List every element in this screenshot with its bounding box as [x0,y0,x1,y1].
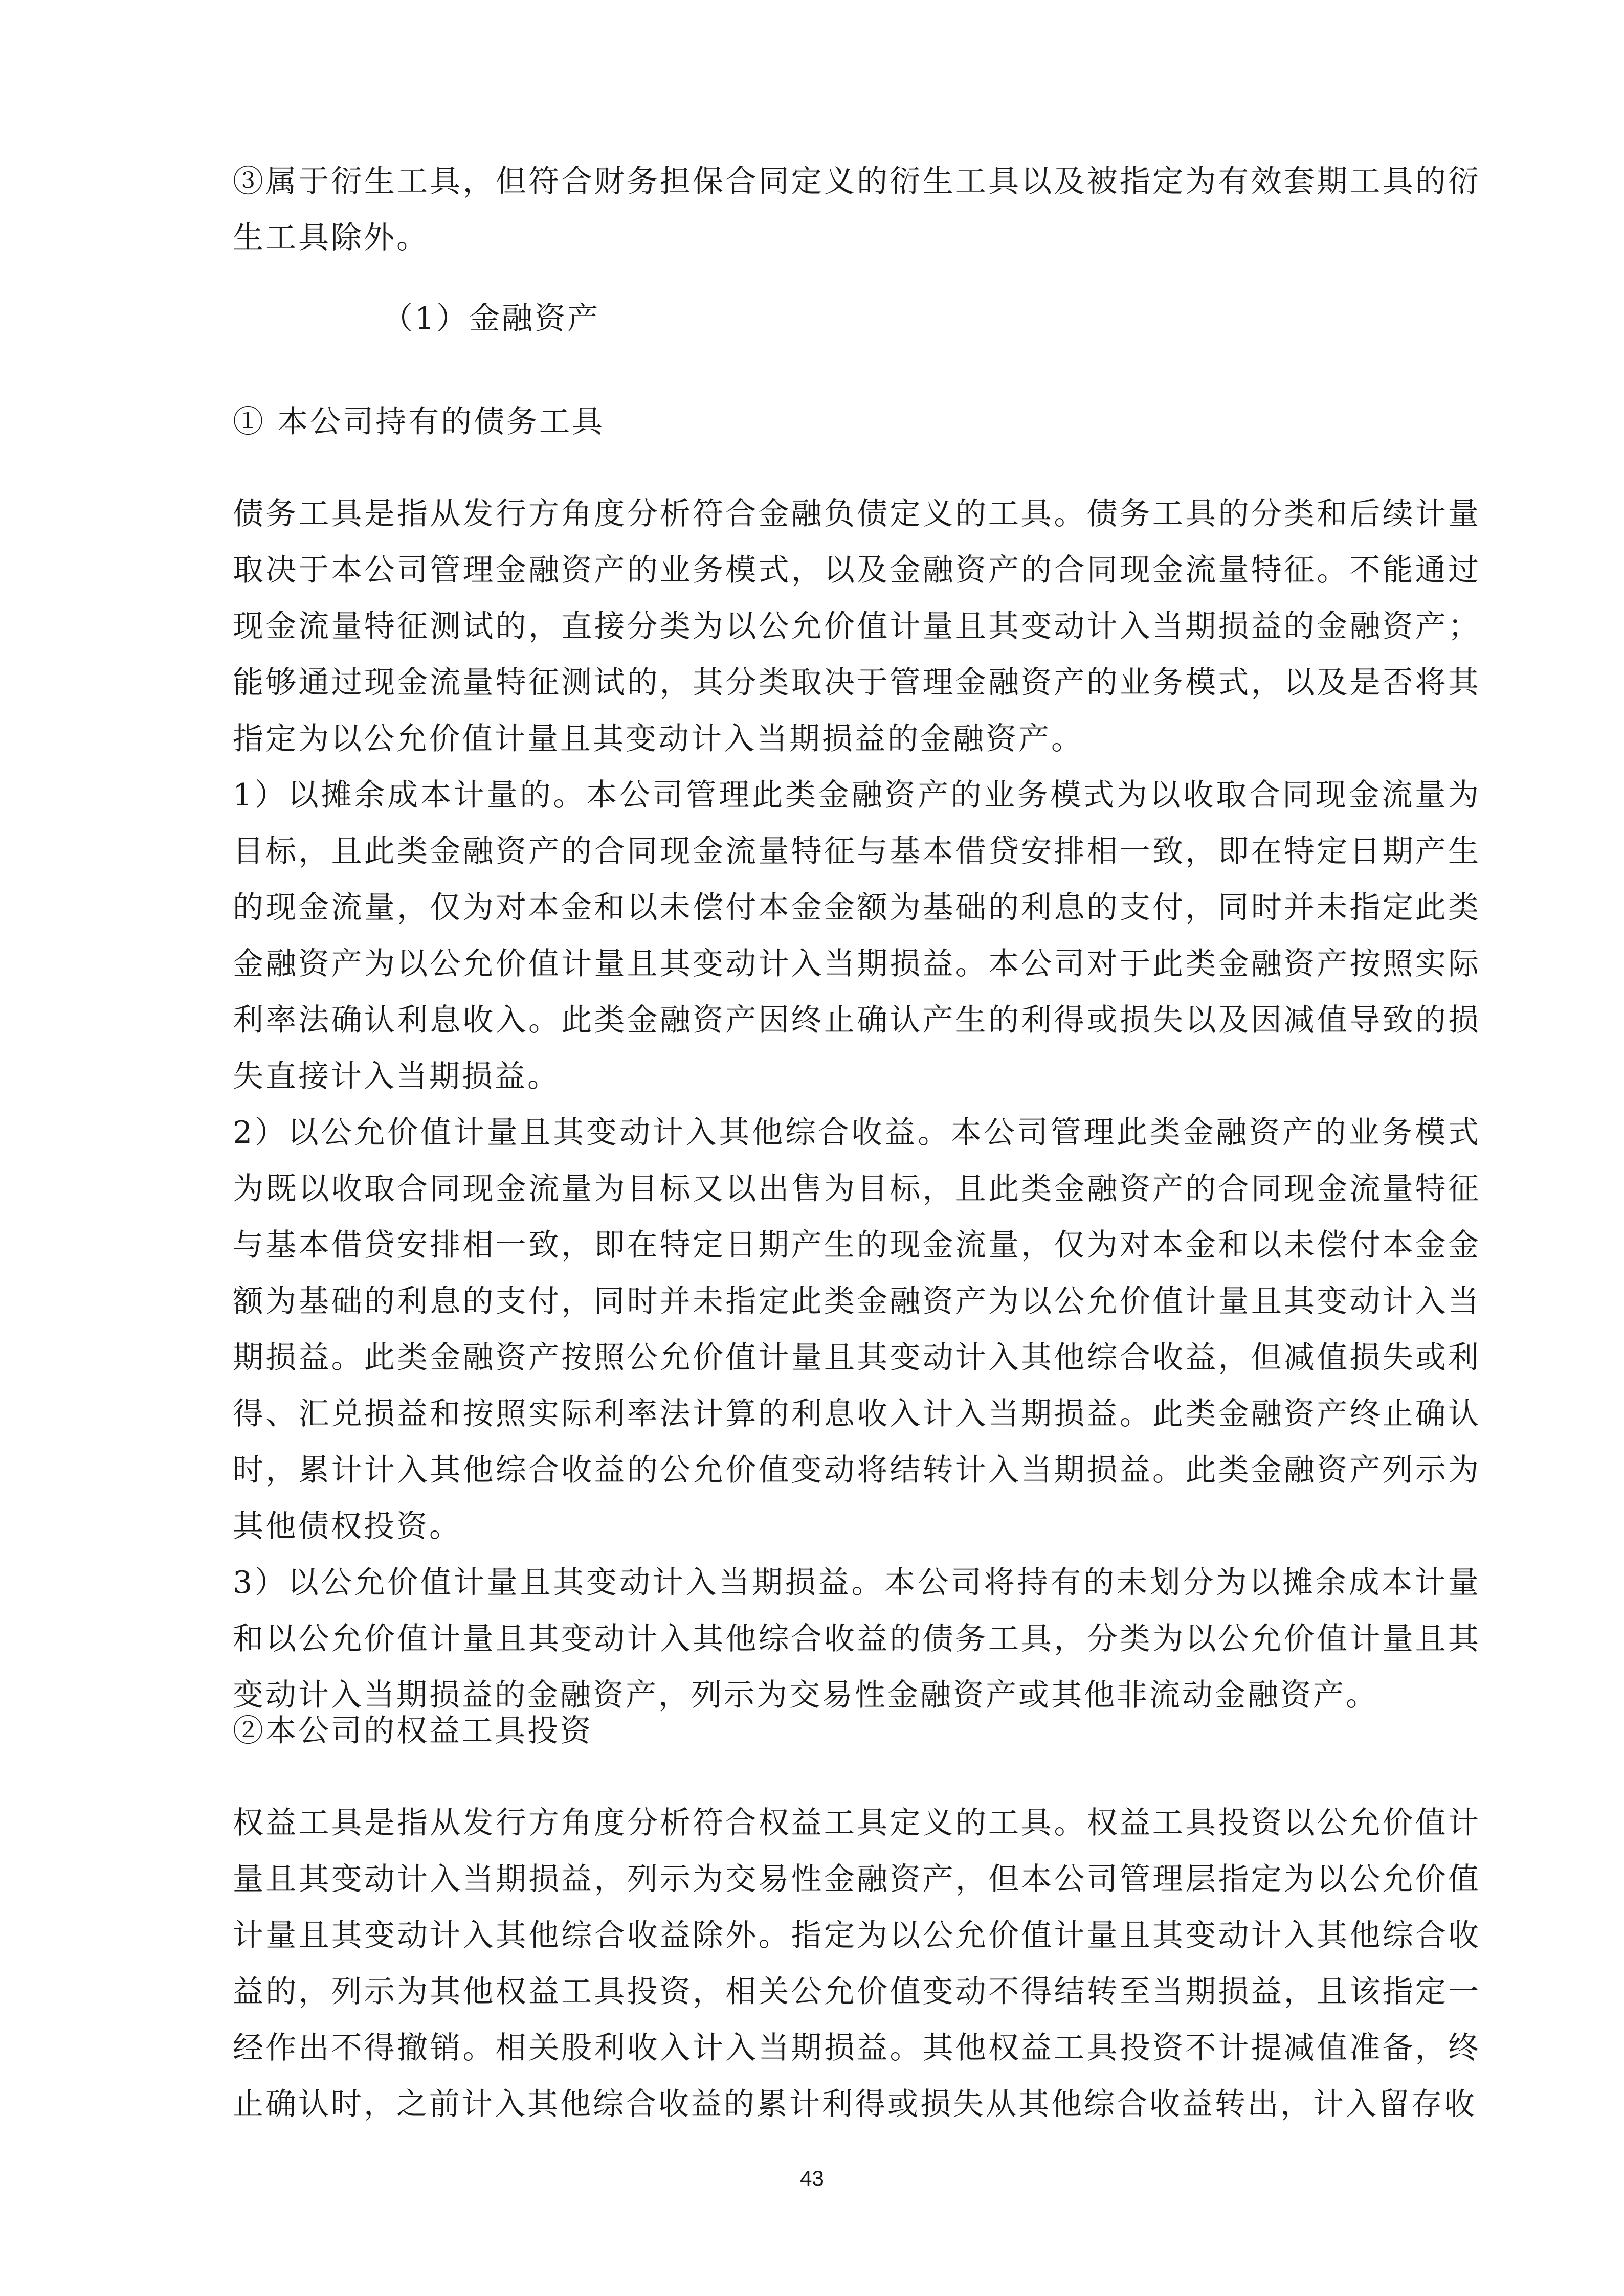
paragraph-debt-definition: 债务工具是指从发行方角度分析符合金融负债定义的工具。债务工具的分类和后续计量取决于本公司管理金融资产的业务模式，以及金融资产的合同现金流量特征。不能通过现金流量特征测试的，直接分类为以公允价值计量且其变动计入当期损益的金融资产；能够通过现金流量特征测试的，其分类取决于管理金融资产的业务模式，以及是否将其指定为以公允价值计量且其变动计入当期损益的金融资产。 [233,496,1481,757]
paragraph-equity-definition: 权益工具是指从发行方角度分析符合权益工具定义的工具。权益工具投资以公允价值计量且其变动计入当期损益，列示为交易性金融资产，但本公司管理层指定为以公允价值计量且其变动计入其他综合收益除外。指定为以公允价值计量且其变动计入其他综合收益的，列示为其他权益工具投资，相关公允价值变动不得结转至当期损益，且该指定一经作出不得撤销。相关股利收入计入当期损益。其他权益工具投资不计提减值准备，终止确认时，之前计入其他综合收益的累计利得或损失从其他综合收益转出，计入留存收 [233,1805,1481,2122]
section-heading-financial-assets: （1）金融资产 [382,301,600,336]
paragraph-fvoci: 2）以公允价值计量且其变动计入其他综合收益。本公司管理此类金融资产的业务模式为既以收取合同现金流量为目标又以出售为目标，且此类金融资产的合同现金流量特征与基本借贷安排相一致，即在特定日期产生的现金流量，仅为对本金和以未偿付本金金额为基础的利息的支付，同时并未指定此类金融资产为以公允价值计量且其变动计入当期损益。此类金融资产按照公允价值计量且其变动计入其他综合收益，但减值损失或利得、汇兑损益和按照实际利率法计算的利息收入计入当期损益。此类金融资产终止确认时，累计计入其他综合收益的公允价值变动将结转计入当期损益。此类金融资产列示为其他债权投资。 [233,1115,1481,1544]
paragraph-fvtpl: 3）以公允价值计量且其变动计入当期损益。本公司将持有的未划分为以摊余成本计量和以公允价值计量且其变动计入其他综合收益的债务工具，分类为以公允价值计量且其变动计入当期损益的金融资产，列示为交易性金融资产或其他非流动金融资产。 [233,1565,1481,1713]
paragraph-derivative-exception: ③属于衍生工具，但符合财务担保合同定义的衍生工具以及被指定为有效套期工具的衍生工具除外。 [233,164,1481,256]
subheading-debt-instruments: ① 本公司持有的债务工具 [233,404,605,440]
paragraph-amortized-cost: 1）以摊余成本计量的。本公司管理此类金融资产的业务模式为以收取合同现金流量为目标，且此类金融资产的合同现金流量特征与基本借贷安排相一致，即在特定日期产生的现金流量，仅为对本金和以未偿付本金金额为基础的利息的支付，同时并未指定此类金融资产为以公允价值计量且其变动计入当期损益。本公司对于此类金融资产按照实际利率法确认利息收入。此类金融资产因终止确认产生的利得或损失以及因减值导致的损失直接计入当期损益。 [233,777,1481,1094]
page-number: 43 [800,2166,824,2190]
debt-instrument-section [233,486,1481,1723]
subheading-equity-investments: ②本公司的权益工具投资 [233,1713,593,1749]
